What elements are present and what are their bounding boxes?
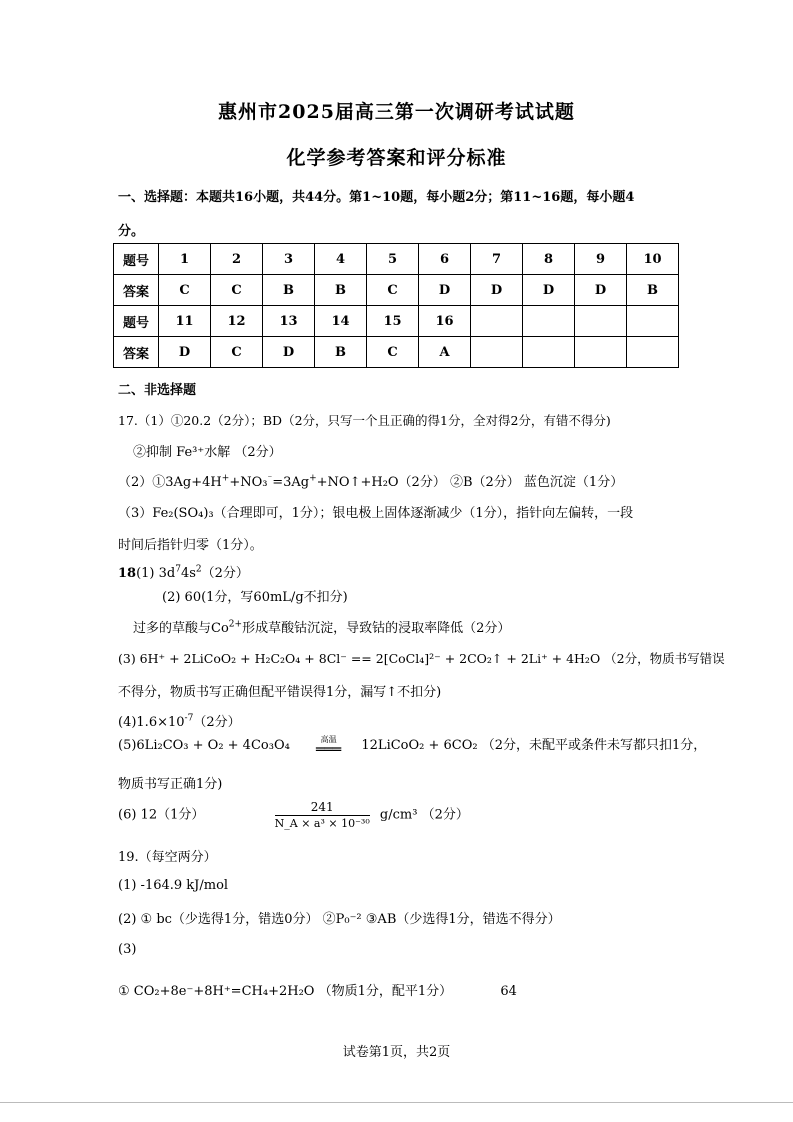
q18-line4: (3) 6H⁺ + 2LiCoO₂ + H₂C₂O₄ + 8Cl⁻ == 2[CoCl₄]²⁻ + 2CO₂↑ + 2Li⁺ + 4H₂O （2分，物质书写错误: [118, 651, 725, 666]
q18-line5: 不得分，物质书写正确但配平错误得1分，漏写↑不扣分): [118, 685, 442, 700]
table-row: [114, 244, 679, 275]
table-row: [114, 337, 679, 368]
condition-label: 高温: [320, 735, 337, 744]
table-cell: D: [523, 275, 575, 306]
row-label: 题号: [114, 244, 159, 275]
section1-heading-cont: 分。: [118, 224, 145, 239]
equation-part: （2分）: [201, 566, 249, 581]
q17-line4: （3）Fe₂(SO₄)₃（合理即可，1分）；银电极上固体逐渐减少（1分），指针向左偏转，一段: [118, 506, 634, 521]
table-cell: 8: [523, 244, 575, 275]
equation-part: （2）①3Ag+4H: [118, 475, 222, 490]
table-cell: A: [419, 337, 471, 368]
table-cell: 7: [471, 244, 523, 275]
q19-line4: (3): [118, 942, 137, 957]
page-title: 惠州市2025届高三第一次调研考试试题: [218, 101, 575, 123]
section1-heading: 一、选择题：本题共16小题，共44分。第1~10题，每小题2分；第11~16题，每小题4: [118, 190, 635, 205]
page-footer: 试卷第1页，共2页: [342, 1045, 451, 1060]
table-cell: [523, 337, 575, 368]
table-cell: [627, 306, 679, 337]
table-cell: 13: [263, 306, 315, 337]
q18-line2: (2) 60(1分，写60mL/g不扣分): [162, 590, 348, 605]
equation-part: (5)6Li₂CO₃ + O₂ + 4Co₃O₄: [118, 738, 290, 753]
question-number: 18: [118, 566, 137, 581]
equation-part: +NO↑+H₂O（2分） ②B（2分） 蓝色沉淀（1分）: [316, 475, 624, 490]
table-cell: C: [211, 337, 263, 368]
equation-part: (6) 12（1分）: [118, 807, 205, 823]
q18-line1: 18(1) $3d^74s^2(2$分）: [118, 564, 249, 581]
q17-line2: ②抑制 Fe³⁺水解 （2分）: [133, 445, 282, 460]
equation-part: ① CO₂+8e⁻+8H⁺=CH₄+2H₂O （物质1分，配平1分）: [118, 984, 453, 999]
reaction-condition: [316, 735, 341, 756]
table-cell: [523, 306, 575, 337]
table-cell: 14: [315, 306, 367, 337]
table-cell: D: [159, 337, 211, 368]
unit: g/cm³: [379, 807, 418, 823]
table-cell: D: [575, 275, 627, 306]
answer-table: [113, 243, 679, 368]
table-cell: B: [627, 275, 679, 306]
row-label: 题号: [114, 306, 159, 337]
table-cell: C: [211, 275, 263, 306]
page-subtitle: 化学参考答案和评分标准: [286, 147, 507, 169]
answer-value: 64: [500, 984, 517, 999]
table-cell: [575, 337, 627, 368]
fraction-denominator: N_A × a³ × 10⁻³⁰: [274, 817, 370, 830]
equation-part: =3Ag: [272, 475, 310, 490]
q18-line8: 物质书写正确1分): [118, 777, 223, 792]
q19-line3: (2) ① bc（少选得1分，错选0分） ②P₀⁻² ③AB（少选得1分，错选不得分）: [118, 912, 561, 927]
table-cell: 10: [627, 244, 679, 275]
q17-line5: 时间后指针归零（1分）。: [118, 538, 263, 553]
q19-line1: 19.（每空两分）: [118, 850, 217, 865]
table-cell: 15: [367, 306, 419, 337]
table-cell: 6: [419, 244, 471, 275]
equation-part: +NO₃: [229, 475, 268, 490]
page-divider: [0, 1102, 793, 1103]
equation-part: (1) 3d: [136, 566, 176, 581]
equals-sign-icon: ═══: [315, 742, 342, 758]
table-cell: D: [419, 275, 471, 306]
table-cell: C: [159, 275, 211, 306]
table-cell: [471, 306, 523, 337]
q17-line3: （2）①3Ag+4H++NO₃⁻=3Ag++NO↑+H₂O（2分） ②B（2分） 蓝色沉淀（1分）: [118, 473, 624, 490]
equation-part: （2分）: [421, 807, 469, 823]
q17-line1: 17.（1）①20.2（2分）；BD（2分，只写一个且正确的得1分，全对得2分，有错不得分): [118, 413, 611, 428]
density-fraction: [275, 800, 370, 830]
table-cell: 2: [211, 244, 263, 275]
table-cell: [575, 306, 627, 337]
equation-part: （2分）: [193, 715, 241, 730]
fraction-numerator: 241: [275, 800, 370, 816]
q19-line5: [118, 980, 517, 999]
equation-part: 形成草酸钴沉淀，导致钴的浸取率降低（2分）: [242, 621, 511, 636]
table-cell: 5: [367, 244, 419, 275]
q18-line3: 过多的草酸与$Co^{2+}$形成草酸钴沉淀，导致钴的浸取率降低（2分）: [133, 619, 511, 636]
q18-line9: [118, 800, 469, 830]
table-row: [114, 306, 679, 337]
equation-part: 12LiCoO₂ + 6CO₂ （2分，未配平或条件未写都只扣1分，: [361, 738, 707, 753]
equation-part: (4)1.6×10: [118, 715, 185, 730]
table-cell: B: [315, 275, 367, 306]
table-cell: 3: [263, 244, 315, 275]
equation-part: 4s: [180, 566, 196, 581]
table-cell: [471, 337, 523, 368]
table-row: [114, 275, 679, 306]
equation-part: 过多的草酸与Co: [133, 621, 229, 636]
q18-line6: $(4)1.6\times 10^{-7}(2$分）: [118, 713, 241, 730]
table-cell: 11: [159, 306, 211, 337]
row-label: 答案: [114, 275, 159, 306]
table-cell: B: [263, 275, 315, 306]
table-cell: 16: [419, 306, 471, 337]
row-label: 答案: [114, 337, 159, 368]
table-cell: [627, 337, 679, 368]
section2-heading: 二、非选择题: [118, 383, 197, 398]
table-cell: 1: [159, 244, 211, 275]
table-cell: D: [471, 275, 523, 306]
table-cell: C: [367, 275, 419, 306]
table-cell: 9: [575, 244, 627, 275]
table-cell: 12: [211, 306, 263, 337]
table-cell: 4: [315, 244, 367, 275]
q19-line2: (1) -164.9 kJ/mol: [118, 878, 229, 893]
table-cell: C: [367, 337, 419, 368]
table-cell: D: [263, 337, 315, 368]
q18-line7: [118, 734, 706, 756]
table-cell: B: [315, 337, 367, 368]
